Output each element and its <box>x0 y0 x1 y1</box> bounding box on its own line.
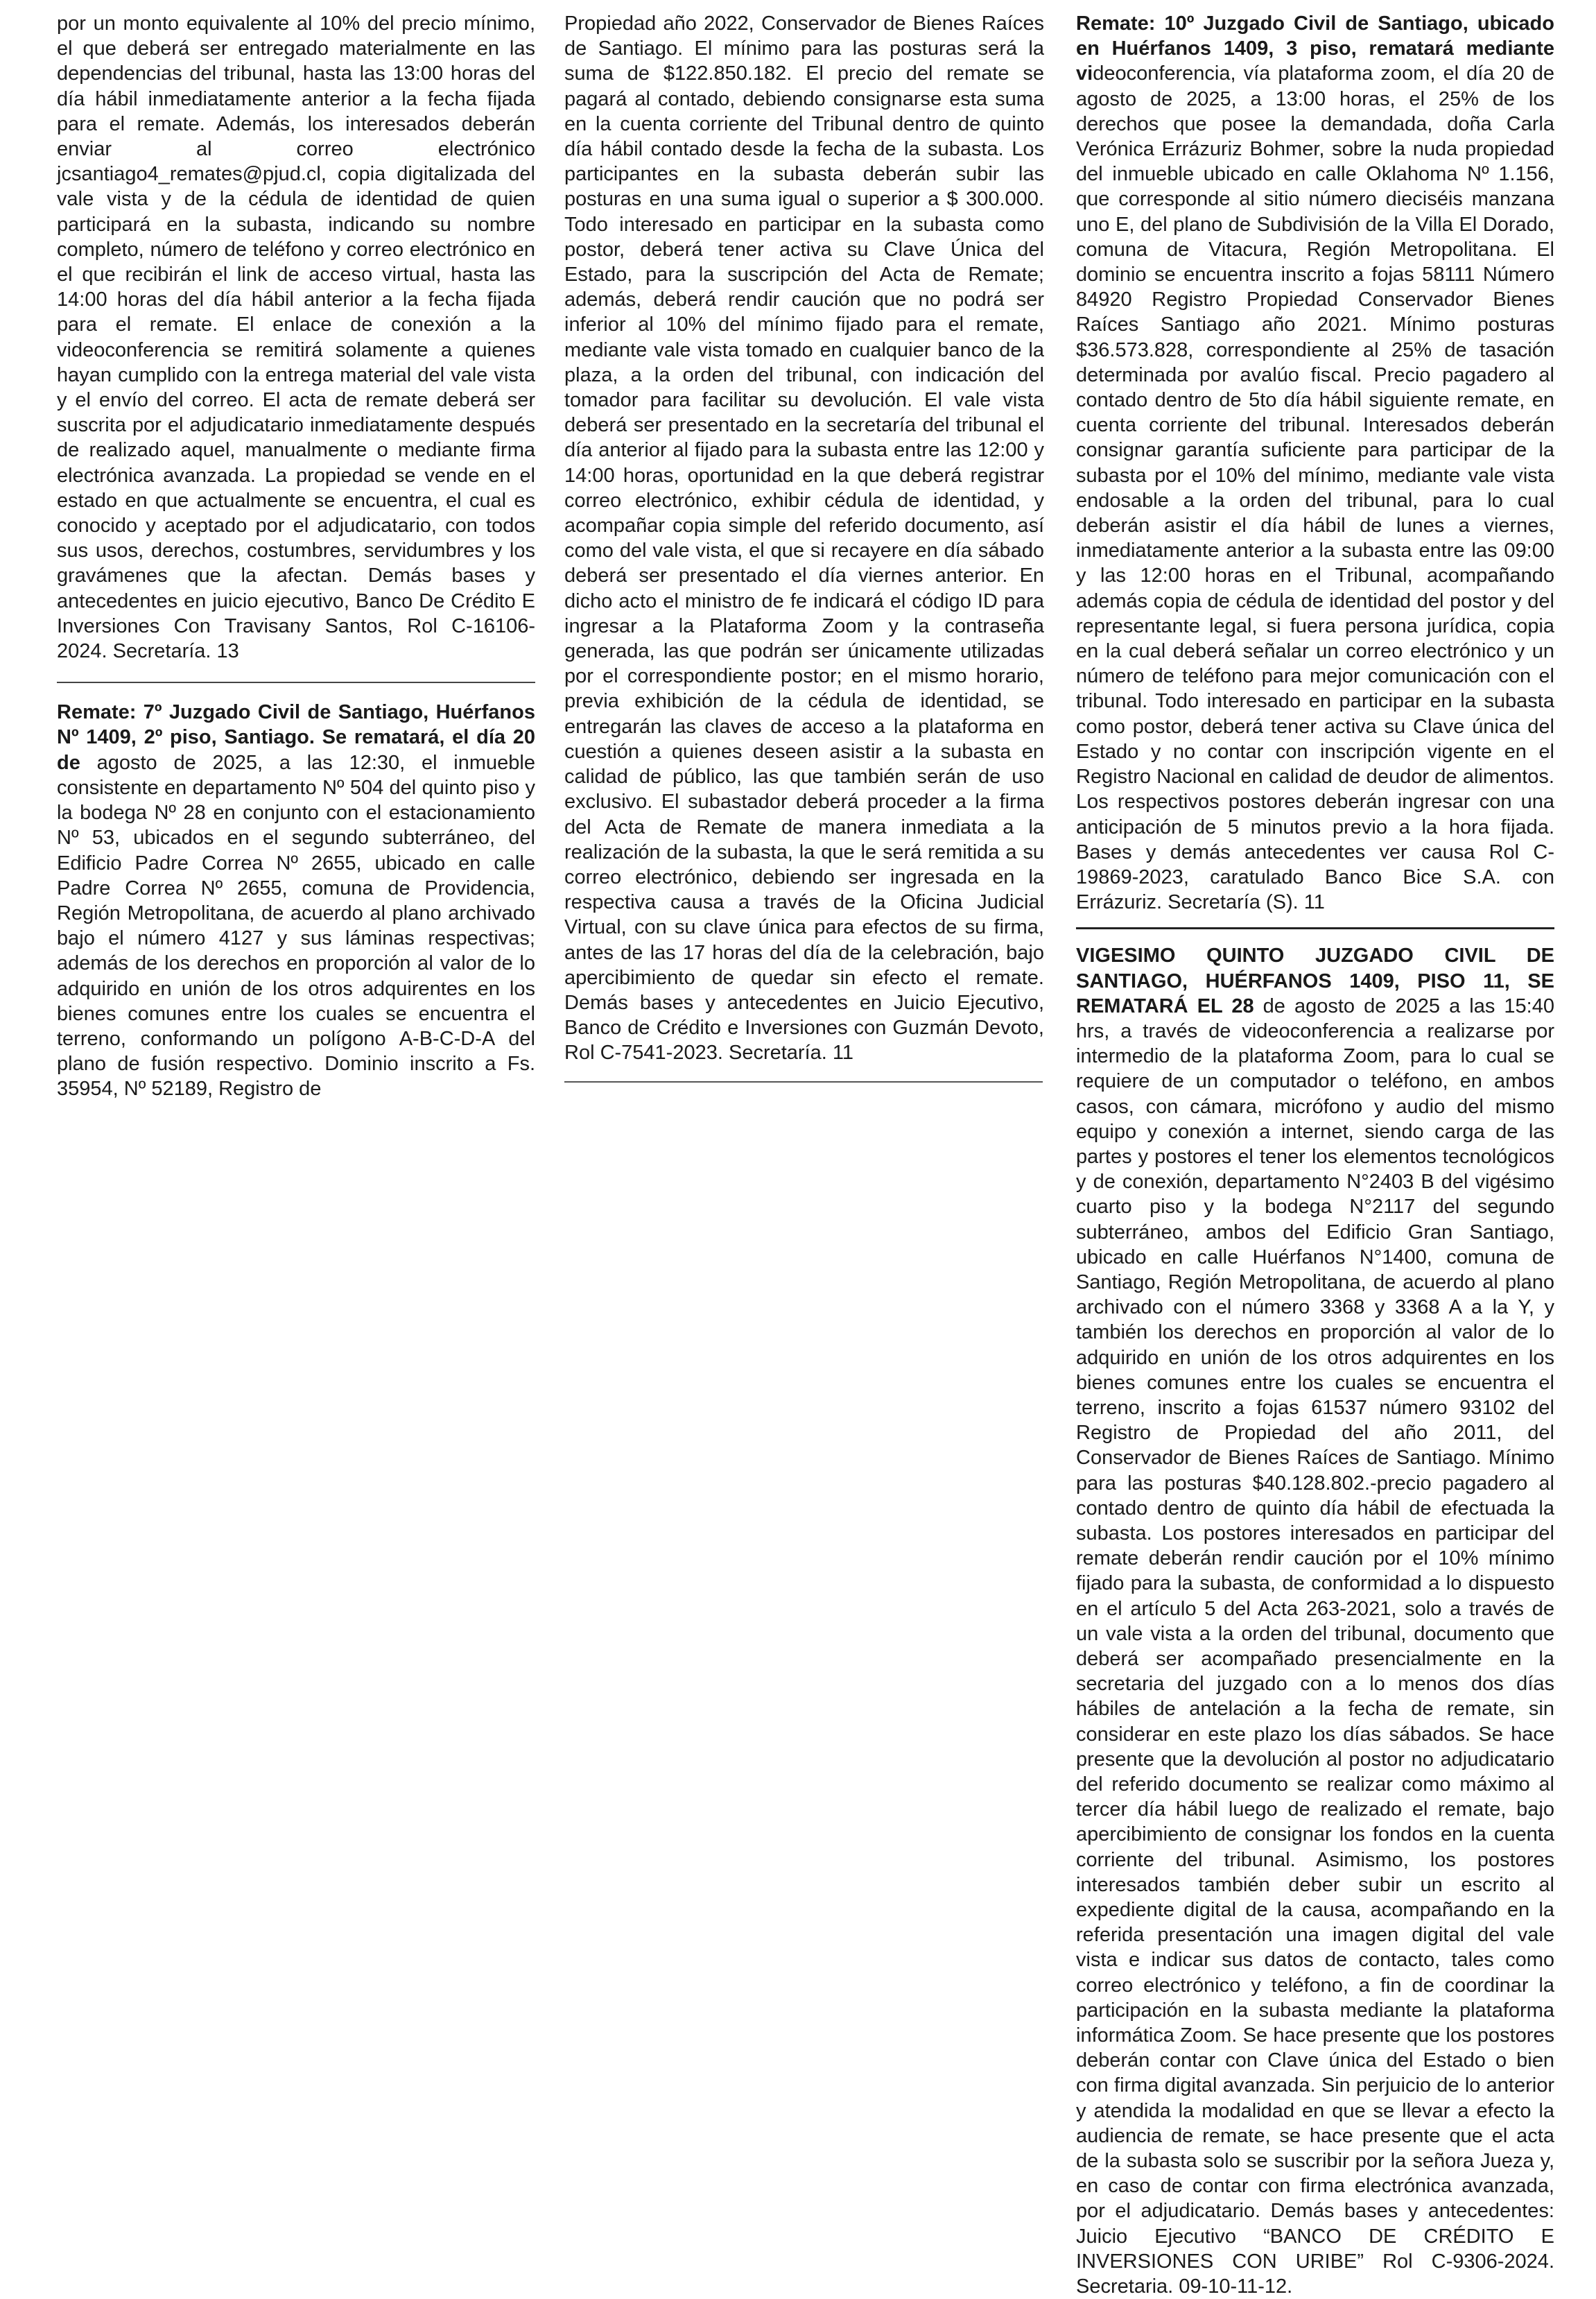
notice-text <box>1076 11 1554 915</box>
notice-text: por un monto equivalente al 10% del precio mínimo, el que deberá ser entregado materialmente en las dependencias del tribunal, hasta las 13:00 horas del día hábil inmediatamente anterior a la fecha fijada para el remate. Además, los interesados deberán enviar al correo electrónico jcsantiago4_remates@pjud.cl, copia digitalizada del vale vista y de la cédula de identidad de quien participará en la subasta, indicando su nombre completo, número de teléfono y correo electrónico en el que recibirán el link de acceso virtual, hasta las 14:00 horas del día hábil anterior a la fecha fijada para el remate. El enlace de conexión a la videoconferencia se remitirá solamente a quienes hayan cumplido con la entrega material del vale vista y el envío del correo. El acta de remate deberá ser suscrita por el adjudicatario inmediatamente después de realizado aquel, manualmente o mediante firma electrónica avanzada. La propiedad se vende en el estado en que actualmente se encuentra, el cual es conocido y aceptado por el adjudicatario, con todos sus usos, derechos, costumbres, servidumbres y los gravámenes que la afectan. Demás bases y antecedentes en juicio ejecutivo, Banco De Crédito E Inversiones Con Travisany Santos, Rol C-16106-2024. Secretaría. 13 <box>57 12 535 663</box>
column-left <box>57 11 535 1102</box>
notice-text <box>1076 943 1554 2299</box>
notice-text: Propiedad año 2022, Conservador de Bienes Raíces de Santiago. El mínimo para las posturas será la suma de $122.850.182. El precio del remate se pagará al contado, debiendo consignarse esta suma en la cuenta corriente del Tribunal dentro de quinto día hábil contado desde la fecha de la subasta. Los participantes en la subasta deberán subir las posturas en una suma igual o superior a $ 300.000. Todo interesado en participar en la subasta como postor, deberá tener activa su Clave Única del Estado, para la suscripción del Acta de Remate; además, deberá rendir caución que no podrá ser inferior al 10% del mínimo fijado para el remate, mediante vale vista tomado en cualquier banco de la plaza, a la orden del tribunal, con indicación del tomador para facilitar su devolución. El vale vista deberá ser presentado en la secretaría del tribunal el día anterior al fijado para la subasta entre las 12:00 y 14:00 horas, oportunidad en la que deberá registrar correo electrónico, exhibir cédula de identidad, y acompañar copia simple del referido documento, así como del vale vista, el que si recayere en día sábado deberá ser presentado el día viernes anterior. En dicho acto el ministro de fe indicará el código ID para ingresar a la Plataforma Zoom y la contraseña generada, las que podrán ser únicamente utilizadas por el correspondiente postor; en el mismo horario, previa exhibición de la cédula de identidad, se entregarán las claves de acceso a la plataforma en cuestión a quienes deseen asistir a la subasta en calidad de público, las que también serán de uso exclusivo. El subastador deberá proceder a la firma del Acta de Remate de manera inmediata a la realización de la subasta, la que le será remitida a su correo electrónico, debiendo ser ingresada en la respectiva causa a través de la Oficina Judicial Virtual, con su clave única para efectos de su firma, antes de las 17 horas del día de la celebración, bajo apercibimiento de quedar sin efecto el remate. Demás bases y antecedentes en Juicio Ejecutivo, Banco de Crédito e Inversiones con Guzmán Devoto, Rol C-7541-2023. Secretaría. 11 <box>564 12 1044 1065</box>
notice-25th-court <box>1076 943 1554 2299</box>
notice-divider <box>57 682 535 683</box>
notice-body: de agosto de 2025 a las 15:40 hrs, a través de videoconferencia a realizarse por intermedio de la plataforma Zoom, para lo cual se requiere de un computador o teléfono, en ambos casos, con cámara, micrófono y audio del mismo equipo y conexión a internet, siendo carga de las partes y postores el tener los elementos tecnológicos y de conexión, departamento N°2403 B del vigésimo cuarto piso y la bodega N°2117 del segundo subterráneo, ambos del Edificio Gran Santiago, ubicado en calle Huérfanos N°1400, comuna de Santiago, Región Metropolitana, de acuerdo al plano archivado con el número 3368 y 3368 A a la Y, y también los derechos en proporción al valor de lo adquirido en unión de los otros adquirentes en los bienes comunes entre los cuales se encuentra el terreno, inscrito a fojas 61537 número 93102 del Registro de Propiedad del año 2011, del Conservador de Bienes Raíces de Santiago. Mínimo para las posturas $40.128.802.-precio pagadero al contado dentro de quinto día hábil de efectuada la subasta. Los postores interesados en participar del remate deberán rendir caución por el 10% mínimo fijado para la subasta, de conformidad a lo dispuesto en el artículo 5 del Acta 263-2021, solo a través de un vale vista a la orden del tribunal, documento que deberá ser acompañado presencialmente en la secretaria del juzgado con a lo menos dos días hábiles de antelación a la fecha de remate, sin considerar en este plazo los días sábados. Se hace presente que la devolución al postor no adjudicatario del referido documento se realizar como máximo al tercer día hábil luego de realizado el remate, bajo apercibimiento de consignar los fondos en la cuenta corriente del tribunal. Asimismo, los postores interesados también deber subir un escrito al expediente digital de la causa, acompañando en la referida presentación una imagen digital del vale vista e indicar sus datos de contacto, tales como correo electrónico y teléfono, a fin de coordinar la participación en la subasta mediante la plataforma informática Zoom. Se hace presente que los postores deberán contar con Clave única del Estado o bien con firma digital avanzada. Sin perjuicio de lo anterior y atendida la modalidad en que se llevar a efecto la audiencia de remate, se hace presente que el acta de la subasta solo se suscribir por la señora Jueza y, en caso de contar con firma electrónica avanzada, por el adjudicatario. Demás bases y antecedentes: Juicio Ejecutivo “BANCO DE CRÉDITO E INVERSIONES CON URIBE” Rol C-9306-2024. Secretaria. 09-10-11-12. <box>1076 994 1554 2298</box>
notice-body: agosto de 2025, a las 12:30, el inmueble consistente en departamento Nº 504 del quinto piso y la bodega Nº 28 en conjunto con el estacionamiento Nº 53, ubicados en el segundo subterráneo, del Edificio Padre Correa Nº 2655, ubicado en calle Padre Correa Nº 2655, comuna de Providencia, Región Metropolitana, de acuerdo al plano archivado bajo el número 4127 y sus láminas respectivas; además de los derechos en proporción al valor de lo adquirido en unión de los otros adquirentes en los bienes comunes entre los cuales se encuentra el terreno, conformando un polígono A-B-C-D-A del plano de fusión respectivo. Dominio inscrito a Fs. 35954, Nº 52189, Registro de <box>57 751 535 1101</box>
notice-7th-court-continuation <box>564 11 1044 1066</box>
notice-heading: Remate: 7º Juzgado Civil de Santiago, Huérfanos Nº 1409, 2º piso, Santiago. Se rematará, el día 20 de <box>57 701 535 774</box>
notice-7th-court <box>57 700 535 1101</box>
notice-10th-court <box>1076 11 1554 915</box>
notice-divider <box>564 1081 1043 1083</box>
notice-4th-court-continuation <box>57 11 535 664</box>
column-right <box>1076 11 1554 2299</box>
notice-divider <box>1076 927 1554 929</box>
column-middle <box>564 11 1044 1083</box>
notice-text <box>57 700 535 1101</box>
notice-heading: Remate: 10º Juzgado Civil de Santiago, ubicado en Huérfanos 1409, 3 piso, rematará mediante vi <box>1076 12 1554 85</box>
notice-heading: VIGESIMO QUINTO JUZGADO CIVIL DE SANTIAGO, HUÉRFANOS 1409, PISO 11, SE REMATARÁ EL 28 <box>1076 945 1554 1017</box>
notice-body: deoconferencia, vía plataforma zoom, el día 20 de agosto de 2025, a 13:00 horas, el 25% de los derechos que posee la demandada, doña Carla Verónica Errázuriz Bohmer, sobre la nuda propiedad del inmueble ubicado en calle Oklahoma Nº 1.156, que corresponde al sitio número dieciséis manzana uno E, del plano de Subdivisión de la Villa El Dorado, comuna de Vitacura, Región Metropolitana. El dominio se encuentra inscrito a fojas 58111 Número 84920 Registro Propiedad Conservador Bienes Raíces Santiago año 2021. Mínimo posturas $36.573.828, correspondiente al 25% de tasación determinada por avalúo fiscal. Precio pagadero al contado dentro de 5to día hábil siguiente remate, en cuenta corriente del tribunal. Interesados deberán consignar garantía suficiente para participar de la subasta por el 10% del mínimo, mediante vale vista endosable a la orden del tribunal, para lo cual deberán asistir el día hábil de lunes a viernes, inmediatamente anterior a la subasta entre las 09:00 y las 12:00 horas en el Tribunal, acompañando además copia de cédula de identidad del postor y del representante legal, si fuera persona jurídica, copia en la cual deberá señalar un correo electrónico y un número de teléfono para mejor comunicación con el tribunal. Todo interesado en participar en la subasta como postor, deberá tener activa su Clave única del Estado y no contar con inscripción vigente en el Registro Nacional en calidad de deudor de alimentos. Los respectivos postores deberán ingresar con una anticipación de 5 minutos previo a la hora fijada. Bases y demás antecedentes ver causa Rol C-19869-2023, caratulado Banco Bice S.A. con Errázuriz. Secretaría (S). 11 <box>1076 62 1554 914</box>
